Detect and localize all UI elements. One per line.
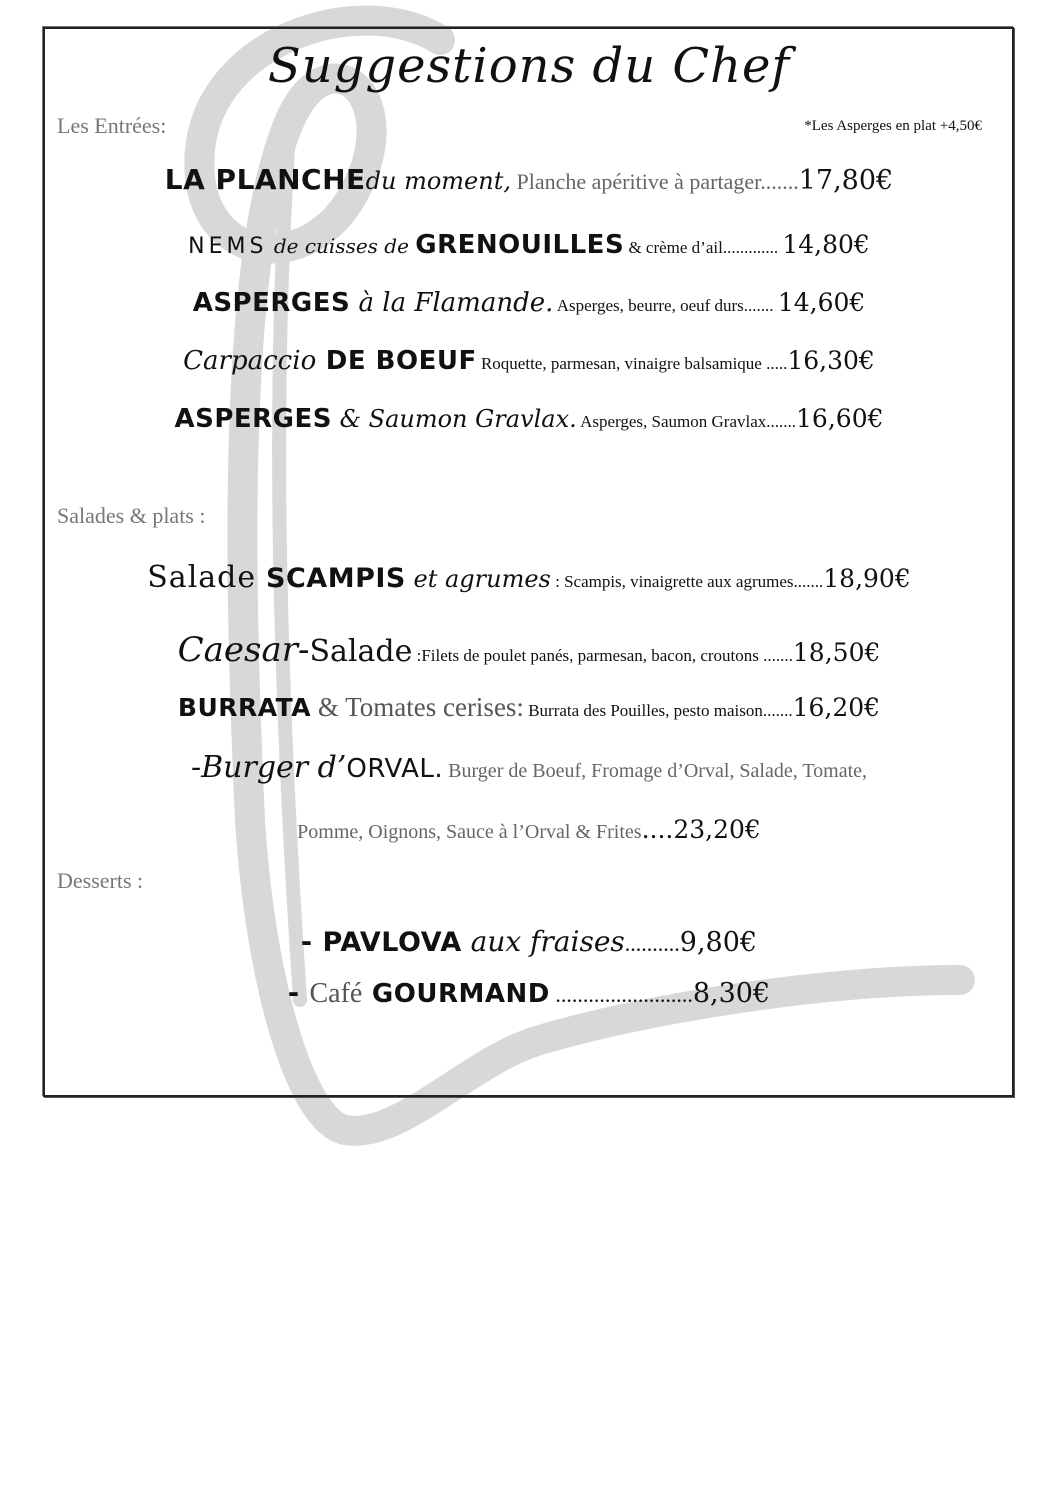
menu-item-pavlova: - PAVLOVA aux fraises..........9,80€ [300,925,758,958]
menu-item-asperges-flamande: ASPERGES à la Flamande. Asperges, beurre, oeuf durs....... 14,60€ [192,288,866,318]
menu-item-nems: NEMS de cuisses de GRENOUILLES & crème d’ail............. 14,80€ [188,230,870,260]
menu-item-la-planche: LA PLANCHEdu moment, Planche apéritive à partager.......17,80€ [164,163,894,196]
menu-item-caesar-salade: Caesar-Salade :Filets de poulet panés, parmesan, bacon, croutons .......18,50€ [177,630,881,670]
page-title: Suggestions du Chef [267,38,791,94]
menu-item-asperges-saumon: ASPERGES & Saumon Gravlax. Asperges, Saumon Gravlax.......16,60€ [174,404,884,434]
menu-item-carpaccio: Carpaccio DE BOEUF Roquette, parmesan, vinaigre balsamique .....16,30€ [183,346,875,376]
section-entrees: Les Entrées: [57,113,167,138]
menu-item-burger-orval-cont: Pomme, Oignons, Sauce à l’Orval & Frites....23,20€ [297,815,761,844]
menu-item-cafe-gourmand: - Café GOURMAND .........................8,30€ [287,978,771,1009]
menu-item-salade-scampis: Salade SCAMPIS et agrumes : Scampis, vinaigrette aux agrumes.......18,90€ [147,560,911,595]
menu-item-burrata: BURRATA & Tomates cerises: Burrata des Pouilles, pesto maison.......16,20€ [177,692,881,722]
section-salades: Salades & plats : [57,503,206,528]
section-desserts: Desserts : [57,868,144,893]
menu-item-burger-orval: -Burger d’ORVAL. Burger de Boeuf, Fromage d’Orval, Salade, Tomate, [190,750,868,785]
asperges-note: *Les Asperges en plat +4,50€ [804,118,982,134]
